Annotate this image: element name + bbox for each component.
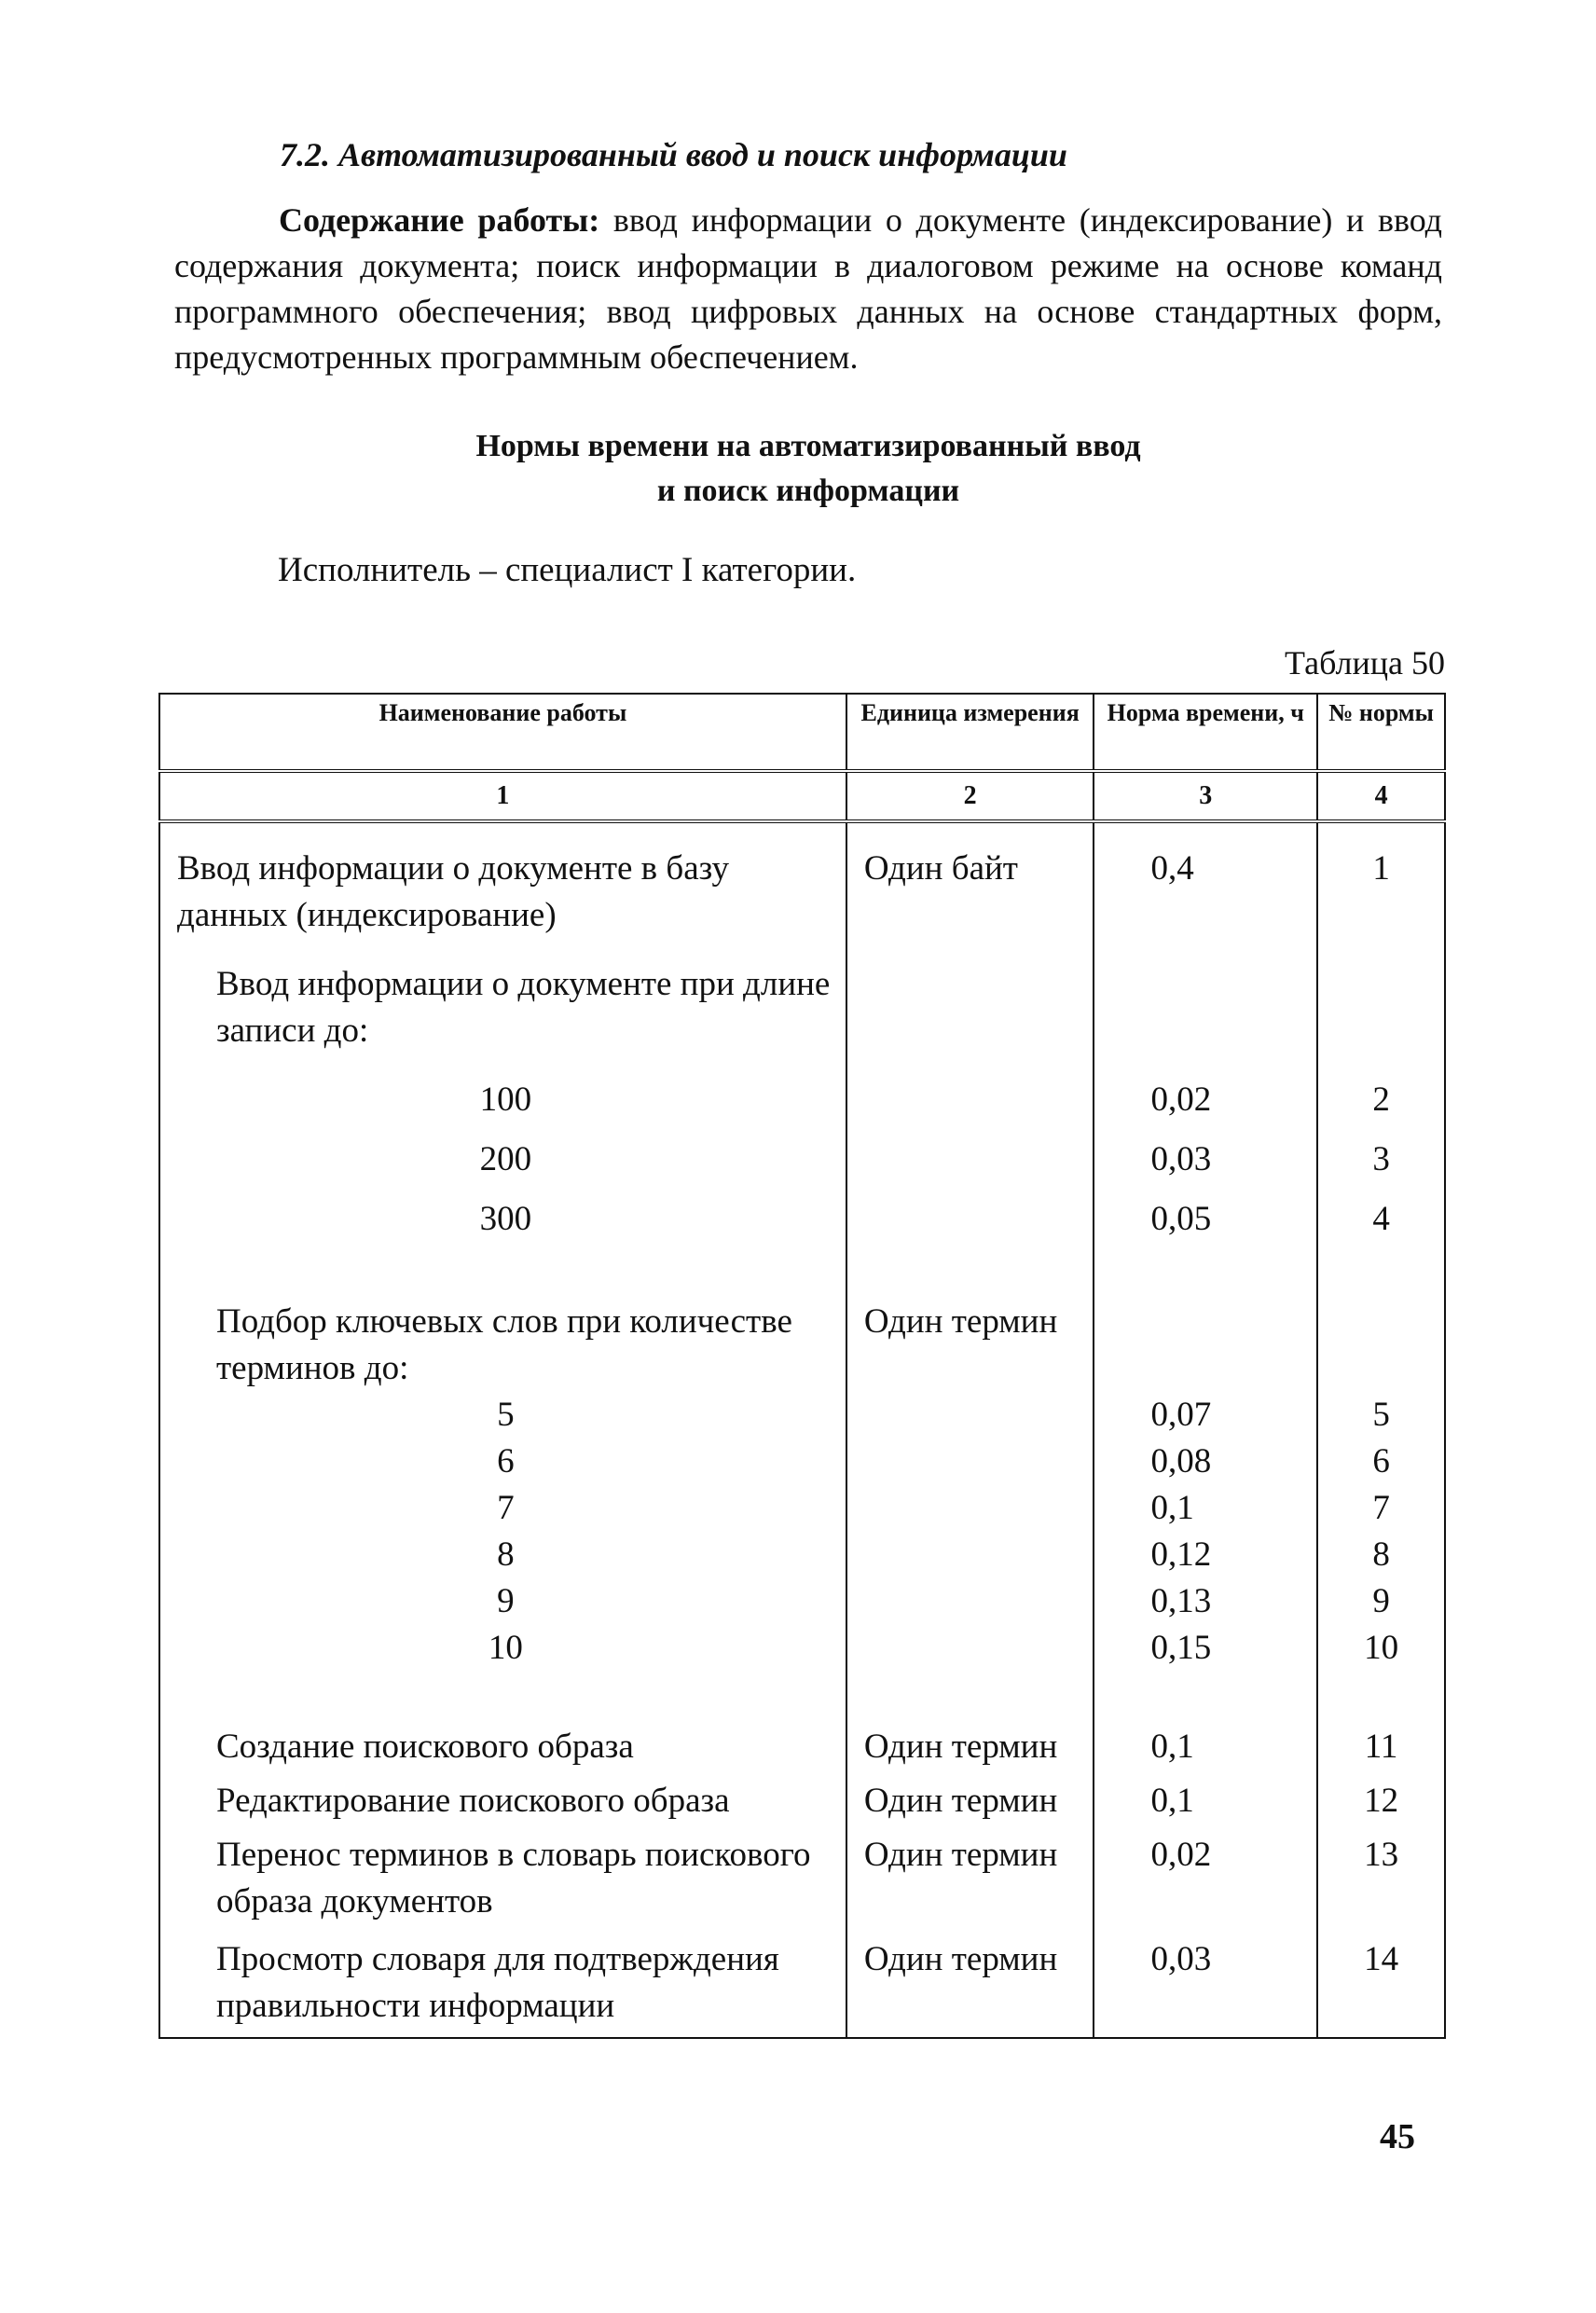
table-row — [159, 821, 1445, 939]
intro-label: Содержание работы: — [279, 201, 600, 239]
table-row — [159, 1532, 1445, 1578]
row-name: Просмотр словаря для подтверждения правильности информации — [159, 1925, 846, 2038]
row-unit: Один термин — [846, 1925, 1094, 2038]
table-row — [159, 1392, 1445, 1439]
table-row — [159, 1625, 1445, 1672]
row-unit: Один байт — [846, 821, 1094, 939]
intro-paragraph — [174, 198, 1442, 380]
row-number: 9 — [1317, 1578, 1445, 1625]
row-number: 7 — [1317, 1485, 1445, 1532]
norms-table — [158, 693, 1446, 2039]
row-name: Подбор ключевых слов при количестве терминов до: — [159, 1243, 846, 1392]
row-unit — [846, 1123, 1094, 1183]
row-norm: 0,03 — [1094, 1925, 1317, 2038]
table-title-line-2: и поиск информации — [656, 474, 960, 508]
row-unit — [846, 1532, 1094, 1578]
col-number: 2 — [846, 771, 1094, 821]
table-row — [159, 1485, 1445, 1532]
row-number — [1317, 939, 1445, 1054]
col-number: 1 — [159, 771, 846, 821]
row-number: 3 — [1317, 1123, 1445, 1183]
row-norm: 0,12 — [1094, 1532, 1317, 1578]
row-number: 1 — [1317, 821, 1445, 939]
row-unit — [846, 1578, 1094, 1625]
executor-line: Исполнитель – специалист I категории. — [278, 551, 857, 589]
row-name: Ввод информации о документе в базу данных (индексирование) — [159, 821, 846, 939]
row-number: 14 — [1317, 1925, 1445, 2038]
row-unit: Один термин — [846, 1770, 1094, 1824]
row-number: 4 — [1317, 1183, 1445, 1243]
table-row — [159, 1770, 1445, 1824]
intro-text: ввод информации о документе (индексирование) и ввод содержания документа; поиск информации в диалоговом режиме на основе команд программного обеспечения; ввод цифровых данных на основе стандартных форм, предусмотренных программным обеспечением. — [174, 201, 1442, 376]
header-time-norm: Норма времени, ч — [1094, 694, 1317, 771]
header-norm-number: № нормы — [1317, 694, 1445, 771]
row-unit — [846, 1392, 1094, 1439]
row-name: 9 — [159, 1578, 846, 1625]
row-number: 8 — [1317, 1532, 1445, 1578]
row-name: 100 — [159, 1054, 846, 1123]
row-norm — [1094, 939, 1317, 1054]
section-heading: 7.2. Автоматизированный ввод и поиск информации — [280, 136, 1067, 173]
row-unit — [846, 1054, 1094, 1123]
row-norm: 0,15 — [1094, 1625, 1317, 1672]
row-name: 8 — [159, 1532, 846, 1578]
table-row — [159, 1054, 1445, 1123]
row-name: Редактирование поискового образа — [159, 1770, 846, 1824]
row-number: 13 — [1317, 1824, 1445, 1925]
col-number: 3 — [1094, 771, 1317, 821]
row-norm: 0,08 — [1094, 1439, 1317, 1485]
row-name: 7 — [159, 1485, 846, 1532]
table-row — [159, 1243, 1445, 1392]
row-number: 12 — [1317, 1770, 1445, 1824]
table-row — [159, 1824, 1445, 1925]
table-row — [159, 939, 1445, 1054]
row-unit: Один термин — [846, 1824, 1094, 1925]
row-norm: 0,03 — [1094, 1123, 1317, 1183]
row-norm: 0,13 — [1094, 1578, 1317, 1625]
row-number: 2 — [1317, 1054, 1445, 1123]
table-row — [159, 1123, 1445, 1183]
row-unit: Один термин — [846, 1243, 1094, 1392]
row-number: 5 — [1317, 1392, 1445, 1439]
row-name: 6 — [159, 1439, 846, 1485]
row-norm: 0,1 — [1094, 1672, 1317, 1770]
page-number: 45 — [1380, 2117, 1415, 2156]
row-unit — [846, 1485, 1094, 1532]
header-work-name: Наименование работы — [159, 694, 846, 771]
row-number — [1317, 1243, 1445, 1392]
row-norm: 0,02 — [1094, 1824, 1317, 1925]
row-norm: 0,4 — [1094, 821, 1317, 939]
table-row — [159, 1925, 1445, 2038]
row-name: 10 — [159, 1625, 846, 1672]
row-name: Перенос терминов в словарь поискового образа документов — [159, 1824, 846, 1925]
table-row — [159, 1439, 1445, 1485]
header-unit: Единица измерения — [846, 694, 1094, 771]
row-norm — [1094, 1243, 1317, 1392]
col-number: 4 — [1317, 771, 1445, 821]
row-norm: 0,02 — [1094, 1054, 1317, 1123]
column-number-row — [159, 771, 1445, 821]
row-unit — [846, 1625, 1094, 1672]
row-norm: 0,1 — [1094, 1770, 1317, 1824]
table-row — [159, 1578, 1445, 1625]
table-row — [159, 1672, 1445, 1770]
table-row — [159, 1183, 1445, 1243]
row-name: 200 — [159, 1123, 846, 1183]
row-unit: Один термин — [846, 1672, 1094, 1770]
row-name: Создание поискового образа — [159, 1672, 846, 1770]
row-unit — [846, 1439, 1094, 1485]
row-number: 11 — [1317, 1672, 1445, 1770]
row-name: Ввод информации о документе при длине записи до: — [159, 939, 846, 1054]
row-name: 5 — [159, 1392, 846, 1439]
row-norm: 0,1 — [1094, 1485, 1317, 1532]
row-number: 6 — [1317, 1439, 1445, 1485]
table-header-row — [159, 694, 1445, 771]
row-norm: 0,07 — [1094, 1392, 1317, 1439]
row-norm: 0,05 — [1094, 1183, 1317, 1243]
table-title-line-1: Нормы времени на автоматизированный ввод — [475, 429, 1141, 463]
table-number: Таблица 50 — [1285, 644, 1445, 682]
row-name: 300 — [159, 1183, 846, 1243]
row-unit — [846, 939, 1094, 1054]
row-unit — [846, 1183, 1094, 1243]
row-number: 10 — [1317, 1625, 1445, 1672]
table-title — [174, 424, 1442, 514]
